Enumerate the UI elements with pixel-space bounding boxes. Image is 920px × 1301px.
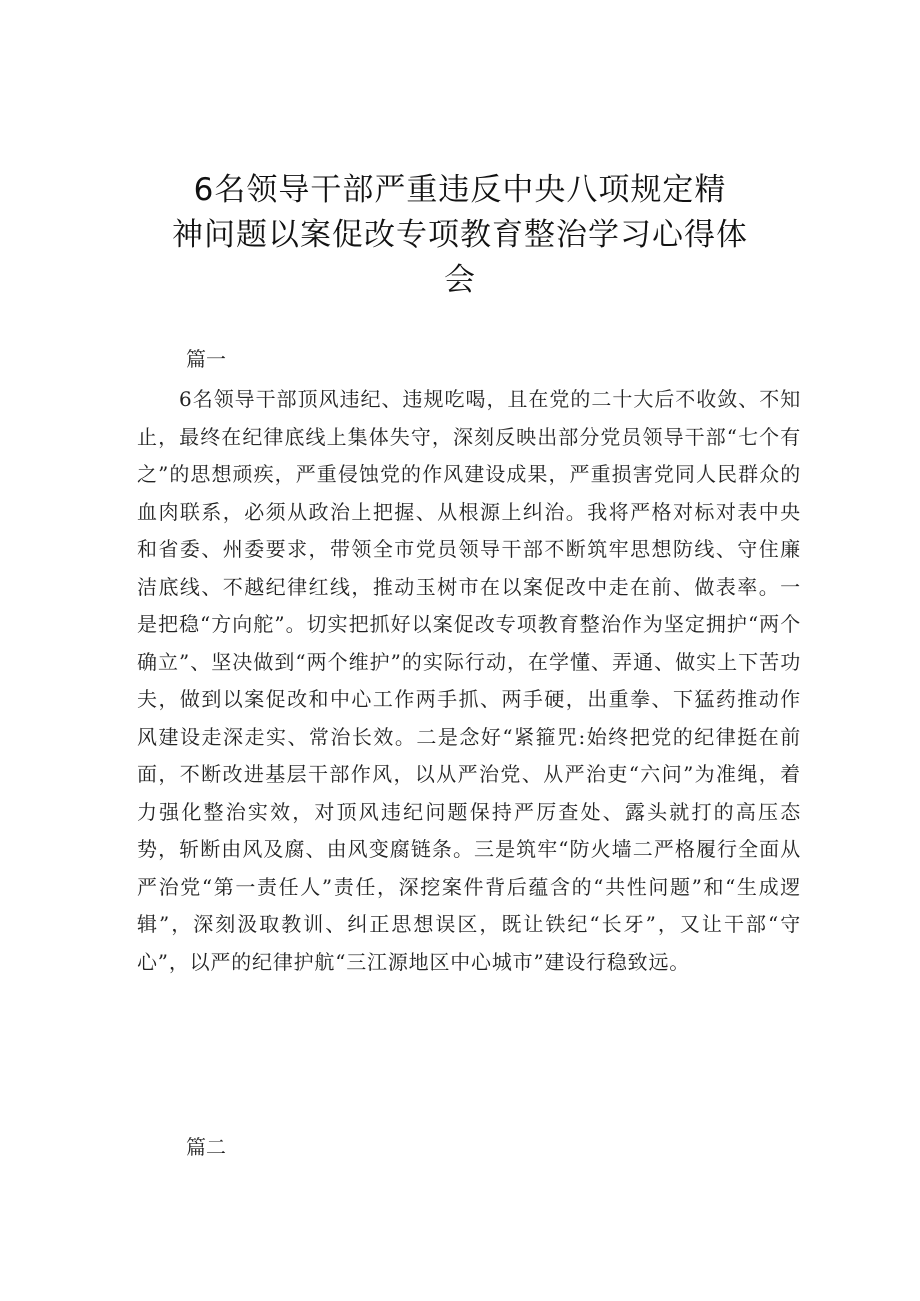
title-line-3: 会 xyxy=(444,262,476,298)
title-line-2: 神问题以案促改专项教育整治学习心得体 xyxy=(172,217,748,253)
section-1-paragraph: 6名领导干部顶风违纪、违规吃喝，且在党的二十大后不收敛、不知止，最终在纪律底线上集体失守，深刻反映出部分党员领导干部“七个有之”的思想顽疾，严重侵蚀党的作风建设成果，严重损害党同人民群众的血肉联系，必须从政治上把握、从根源上纠治。我将严格对标对表中央和省委、州委要求，带领全市党员领导干部不断筑牢思想防线、守住廉洁底线、不越纪律红线，推动玉树市在以案促改中走在前、做表率。一是把稳“方向舵”。切实把抓好以案促改专项教育整治作为坚定拥护“两个确立”、坚决做到“两个维护”的实际行动，在学懂、弄通、做实上下苦功夫，做到以案促改和中心工作两手抓、两手硬，出重拳、下猛药推动作风建设走深走实、常治长效。二是念好“紧箍咒:始终把党的纪律挺在前面，不断改进基层干部作风，以从严治党、从严治吏“六问”为准绳，着力强化整治实效，对顶风违纪问题保持严厉查处、露头就打的高压态势，斩断由风及腐、由风变腐链条。三是筑牢“防火墙二严格履行全面从严治党“第一责任人”责任，深挖案件背后蕴含的“共性问题”和“生成逻辑”，深刻汲取教训、纠正思想误区，既让铁纪“长牙”，又让干部“守心”，以严的纪律护航“三江源地区中心城市”建设行稳致远。 xyxy=(137,387,801,974)
title-line-1: 6名领导干部严重违反中央八项规定精 xyxy=(193,172,727,208)
document-title xyxy=(130,168,790,303)
section-label-2: 篇二 xyxy=(186,1135,226,1159)
section-label-1: 篇一 xyxy=(186,347,226,371)
